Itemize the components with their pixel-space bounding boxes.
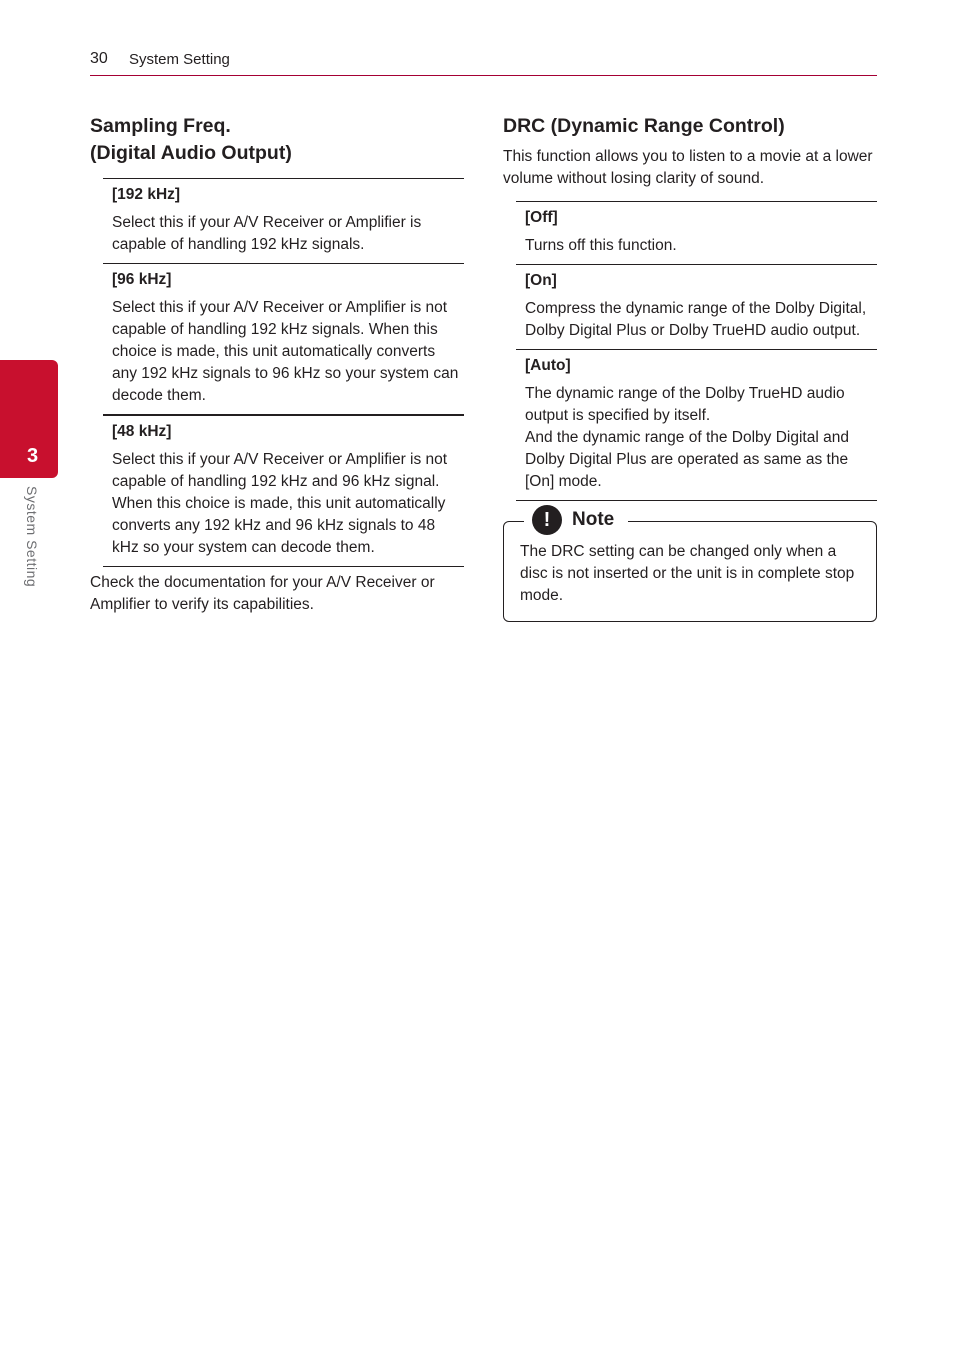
drc-heading: DRC (Dynamic Range Control) — [503, 115, 785, 137]
note-text: The DRC setting can be changed only when a disc is not inserted or the unit is in complete stop mode. — [520, 543, 855, 604]
note-header — [524, 505, 628, 535]
note-box — [503, 508, 877, 622]
option-row-off — [516, 201, 877, 264]
option-label: [48 kHz] — [112, 423, 172, 440]
drc-intro-text: This function allows you to listen to a movie at a lower volume without losing clarity of sound. — [503, 148, 873, 187]
note-title: Note — [572, 509, 615, 530]
chapter-number: 3 — [27, 445, 39, 467]
option-row-48khz — [103, 414, 464, 567]
drc-options-table — [516, 201, 877, 501]
header-section-name: System Setting — [129, 51, 230, 68]
chapter-label: System Setting — [24, 486, 40, 588]
option-row-192khz — [103, 178, 464, 263]
sampling-footer-text: Check the documentation for your A/V Receiver or Amplifier to verify its capabilities. — [90, 574, 435, 613]
sampling-options-table — [103, 178, 464, 567]
option-row-on — [516, 264, 877, 349]
option-label: [192 kHz] — [112, 186, 181, 203]
option-row-auto — [516, 349, 877, 501]
option-description: Select this if your A/V Receiver or Amplifier is not capable of handling 192 kHz and 96 kHz signal. When this choice is made, this unit automatically converts any 192 kHz and 96 kHz signals to 48 kHz so your system can decode them. — [112, 451, 448, 556]
option-label: [Off] — [525, 209, 558, 226]
option-description: The dynamic range of the Dolby TrueHD audio output is specified by itself. And the dynamic range of the Dolby Digital and Dolby Digital Plus are operated as same as the [On] mode. — [525, 385, 849, 490]
sampling-freq-heading: Sampling Freq. (Digital Audio Output) — [90, 115, 292, 164]
sampling-freq-section — [90, 113, 464, 615]
page-header — [90, 48, 877, 76]
drc-section — [503, 113, 877, 622]
option-row-96khz — [103, 263, 464, 414]
option-description: Turns off this function. — [525, 237, 677, 254]
option-description: Select this if your A/V Receiver or Amplifier is capable of handling 192 kHz signals. — [112, 214, 422, 253]
option-label: [Auto] — [525, 357, 571, 374]
option-description: Compress the dynamic range of the Dolby Digital, Dolby Digital Plus or Dolby TrueHD audio output. — [525, 300, 867, 339]
exclamation-icon: ! — [532, 505, 562, 535]
page-number: 30 — [90, 50, 108, 67]
option-label: [96 kHz] — [112, 271, 172, 288]
option-description: Select this if your A/V Receiver or Amplifier is not capable of handling 192 kHz signals. When this choice is made, this unit automatically converts any 192 kHz signals to 96 kHz so your system can decode them. — [112, 299, 459, 404]
option-label: [On] — [525, 272, 557, 289]
